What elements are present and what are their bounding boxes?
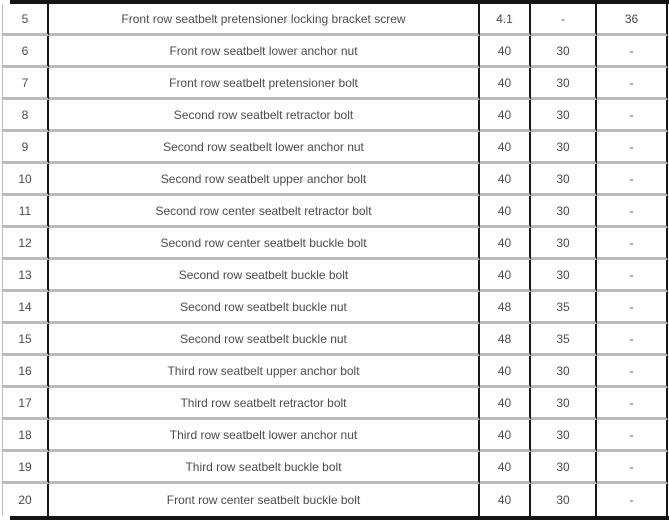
value1-cell: 40 <box>480 260 531 292</box>
value3-cell: - <box>597 452 668 484</box>
value3-cell: - <box>597 356 668 388</box>
description-cell: Second row seatbelt retractor bolt <box>49 100 480 132</box>
description-cell: Third row seatbelt buckle bolt <box>49 452 480 484</box>
value1-cell: 48 <box>480 292 531 324</box>
description-cell: Third row seatbelt retractor bolt <box>49 388 480 420</box>
description-cell: Second row seatbelt lower anchor nut <box>49 132 480 164</box>
row-number-cell: 19 <box>3 452 49 484</box>
row-number-cell: 16 <box>3 356 49 388</box>
torque-spec-table <box>2 4 668 516</box>
description-cell: Front row seatbelt pretensioner locking bracket screw <box>49 4 480 36</box>
row-number-cell: 8 <box>3 100 49 132</box>
description-cell: Second row seatbelt buckle bolt <box>49 260 480 292</box>
row-number-cell: 14 <box>3 292 49 324</box>
row-number-cell: 9 <box>3 132 49 164</box>
value3-cell: - <box>597 484 668 516</box>
description-cell: Front row seatbelt lower anchor nut <box>49 36 480 68</box>
row-number-cell: 12 <box>3 228 49 260</box>
description-cell: Third row seatbelt upper anchor bolt <box>49 356 480 388</box>
value1-cell: 40 <box>480 420 531 452</box>
table-row <box>3 420 668 452</box>
description-cell: Front row center seatbelt buckle bolt <box>49 484 480 516</box>
value1-cell: 40 <box>480 356 531 388</box>
value2-cell: 30 <box>531 452 597 484</box>
description-cell: Second row center seatbelt retractor bolt <box>49 196 480 228</box>
value1-cell: 40 <box>480 228 531 260</box>
value3-cell: - <box>597 100 668 132</box>
value1-cell: 4.1 <box>480 4 531 36</box>
description-cell: Second row seatbelt buckle nut <box>49 292 480 324</box>
table-row <box>3 4 668 36</box>
value2-cell: 30 <box>531 164 597 196</box>
table-row <box>3 196 668 228</box>
table-row <box>3 100 668 132</box>
table-row <box>3 484 668 516</box>
value3-cell: - <box>597 324 668 356</box>
value2-cell: 30 <box>531 132 597 164</box>
table-bottom-border <box>10 516 669 520</box>
value1-cell: 40 <box>480 100 531 132</box>
value3-cell: - <box>597 196 668 228</box>
value2-cell: 30 <box>531 100 597 132</box>
description-cell: Second row center seatbelt buckle bolt <box>49 228 480 260</box>
row-number-cell: 20 <box>3 484 49 516</box>
value3-cell: - <box>597 292 668 324</box>
value2-cell: 30 <box>531 196 597 228</box>
table-row <box>3 388 668 420</box>
value3-cell: - <box>597 164 668 196</box>
table-row <box>3 260 668 292</box>
value3-cell: - <box>597 388 668 420</box>
table-row <box>3 324 668 356</box>
table-row <box>3 164 668 196</box>
row-number-cell: 15 <box>3 324 49 356</box>
table-row <box>3 452 668 484</box>
row-number-cell: 10 <box>3 164 49 196</box>
value3-cell: - <box>597 36 668 68</box>
description-cell: Second row seatbelt upper anchor bolt <box>49 164 480 196</box>
value1-cell: 40 <box>480 68 531 100</box>
table-row <box>3 132 668 164</box>
value2-cell: - <box>531 4 597 36</box>
value3-cell: - <box>597 228 668 260</box>
row-number-cell: 13 <box>3 260 49 292</box>
value2-cell: 30 <box>531 68 597 100</box>
description-cell: Second row seatbelt buckle nut <box>49 324 480 356</box>
value2-cell: 30 <box>531 388 597 420</box>
value2-cell: 35 <box>531 324 597 356</box>
row-number-cell: 5 <box>3 4 49 36</box>
table-row <box>3 68 668 100</box>
value1-cell: 40 <box>480 164 531 196</box>
description-cell: Front row seatbelt pretensioner bolt <box>49 68 480 100</box>
value1-cell: 40 <box>480 388 531 420</box>
value1-cell: 40 <box>480 132 531 164</box>
value3-cell: - <box>597 132 668 164</box>
row-number-cell: 18 <box>3 420 49 452</box>
table-row <box>3 228 668 260</box>
table-row <box>3 292 668 324</box>
value2-cell: 30 <box>531 36 597 68</box>
value3-cell: 36 <box>597 4 668 36</box>
value1-cell: 40 <box>480 36 531 68</box>
value3-cell: - <box>597 68 668 100</box>
row-number-cell: 11 <box>3 196 49 228</box>
value2-cell: 30 <box>531 260 597 292</box>
value2-cell: 30 <box>531 484 597 516</box>
value1-cell: 48 <box>480 324 531 356</box>
value2-cell: 30 <box>531 356 597 388</box>
table-row <box>3 36 668 68</box>
value2-cell: 30 <box>531 228 597 260</box>
value3-cell: - <box>597 260 668 292</box>
row-number-cell: 6 <box>3 36 49 68</box>
value2-cell: 30 <box>531 420 597 452</box>
table-row <box>3 356 668 388</box>
description-cell: Third row seatbelt lower anchor nut <box>49 420 480 452</box>
row-number-cell: 17 <box>3 388 49 420</box>
value3-cell: - <box>597 420 668 452</box>
value2-cell: 35 <box>531 292 597 324</box>
value1-cell: 40 <box>480 484 531 516</box>
value1-cell: 40 <box>480 452 531 484</box>
row-number-cell: 7 <box>3 68 49 100</box>
value1-cell: 40 <box>480 196 531 228</box>
